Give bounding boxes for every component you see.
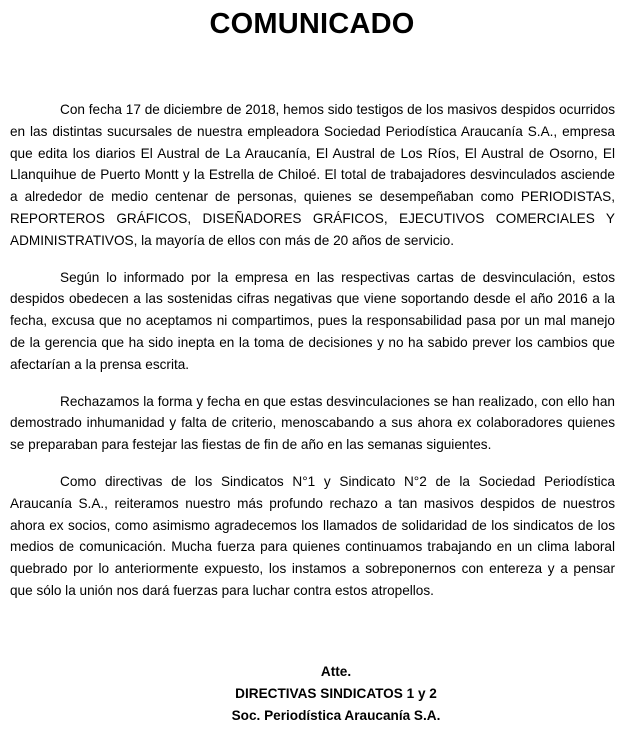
paragraph-4: Como directivas de los Sindicatos N°1 y Sindicato N°2 de la Sociedad Periodística Araucanía S.A., reiteramos nuestro más profundo rechazo a tan masivos despidos de nuestros ahora ex socios, como asimismo agradecemos los llamados de solidaridad de los sindicatos de los medios de comunicación. Mucha fuerza para quienes continuamos trabajando en un clima laboral quebrado por lo anteriormente expuesto, los instamos a sobreponernos con entereza y a pensar que sólo la unión nos dará fuerzas para luchar contra estos atropellos. [10, 473, 615, 598]
paragraph-1: Con fecha 17 de diciembre de 2018, hemos sido testigos de los masivos despidos ocurridos en las distintas sucursales de nuestra empleadora Sociedad Periodística Araucanía S.A., empresa que edita los diarios El Austral de La Araucanía, El Austral de Los Ríos, El Austral de Osorno, El Llanquihue de Puerto Montt y la Estrella de Chiloé. El total de trabajadores desvinculados asciende a alrededor de medio centenar de personas, quienes se desempeñaban como PERIODISTAS, REPORTEROS GRÁFICOS, DISEÑADORES GRÁFICOS, EJECUTIVOS COMERCIALES Y ADMINISTRATIVOS, la mayoría de ellos con más de 20 años de servicio. [10, 102, 615, 248]
signature-closing: Atte. [320, 664, 352, 679]
paragraph-3: Rechazamos la forma y fecha en que estas desvinculaciones se han realizado, con ello han demostrado inhumanidad y falta de criterio, menoscabando a sus ahora ex colaboradores quienes se preparaban para festejar las fiestas de fin de año en las semanas siguientes. [10, 393, 615, 453]
signature-signer: DIRECTIVAS SINDICATOS 1 y 2 [235, 686, 437, 701]
signature-organization: Soc. Periodística Araucanía S.A. [231, 708, 441, 723]
signature-block [0, 661, 640, 727]
document-body [10, 99, 615, 617]
document-title: COMUNICADO [209, 8, 415, 40]
paragraph-2: Según lo informado por la empresa en las respectivas cartas de desvinculación, estos despidos obedecen a las sostenidas cifras negativas que viene soportando desde el año 2016 a la fecha, excusa que no aceptamos ni compartimos, pues la responsabilidad pasa por un mal manejo de la gerencia que ha sido inepta en la toma de decisiones y no ha sabido prever los cambios que afectarían a la prensa escrita. [10, 269, 615, 372]
